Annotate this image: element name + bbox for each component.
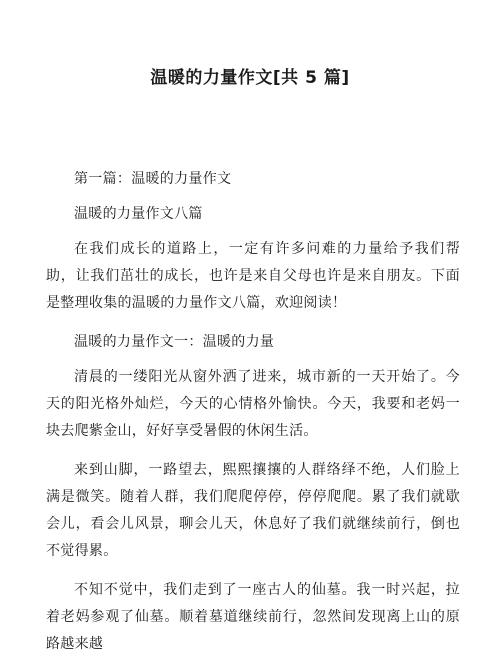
- essay-heading: 温暖的力量作文一：温暖的力量: [74, 334, 275, 350]
- document-body: [46, 166, 460, 670]
- paragraph: 来到山脚，一路望去，熙熙攘攘的人群络绎不绝，人们脸上满是微笑。随着人群，我们爬爬停停，停停爬爬。累了我们就歇会儿，看会儿风景，聊会儿天，休息好了我们就继续前行，倒也不觉得累。: [46, 462, 460, 559]
- paragraph-intro: 在我们成长的道路上，一定有许多问难的力量给予我们帮助，让我们茁壮的成长，也许是来自父母也许是来自朋友。下面是整理收集的温暖的力量作文八篇，欢迎阅读！: [46, 241, 460, 311]
- section-heading: 第一篇：温暖的力量作文: [74, 171, 232, 187]
- paragraph: 清晨的一缕阳光从窗外洒了进来，城市新的一天开始了。今天的阳光格外灿烂，今天的心情格外愉快。今天，我要和老妈一块去爬紫金山，好好享受暑假的休闲生活。: [46, 369, 460, 439]
- document-title: 温暖的力量作文[共 5 篇]: [150, 68, 350, 88]
- paragraph: 不知不觉中，我们走到了一座古人的仙墓。我一时兴起，拉着老妈参观了仙墓。顺着墓道继续前行，忽然间发现离上山的原路越来越: [46, 582, 460, 652]
- subheading: 温暖的力量作文八篇: [74, 206, 203, 222]
